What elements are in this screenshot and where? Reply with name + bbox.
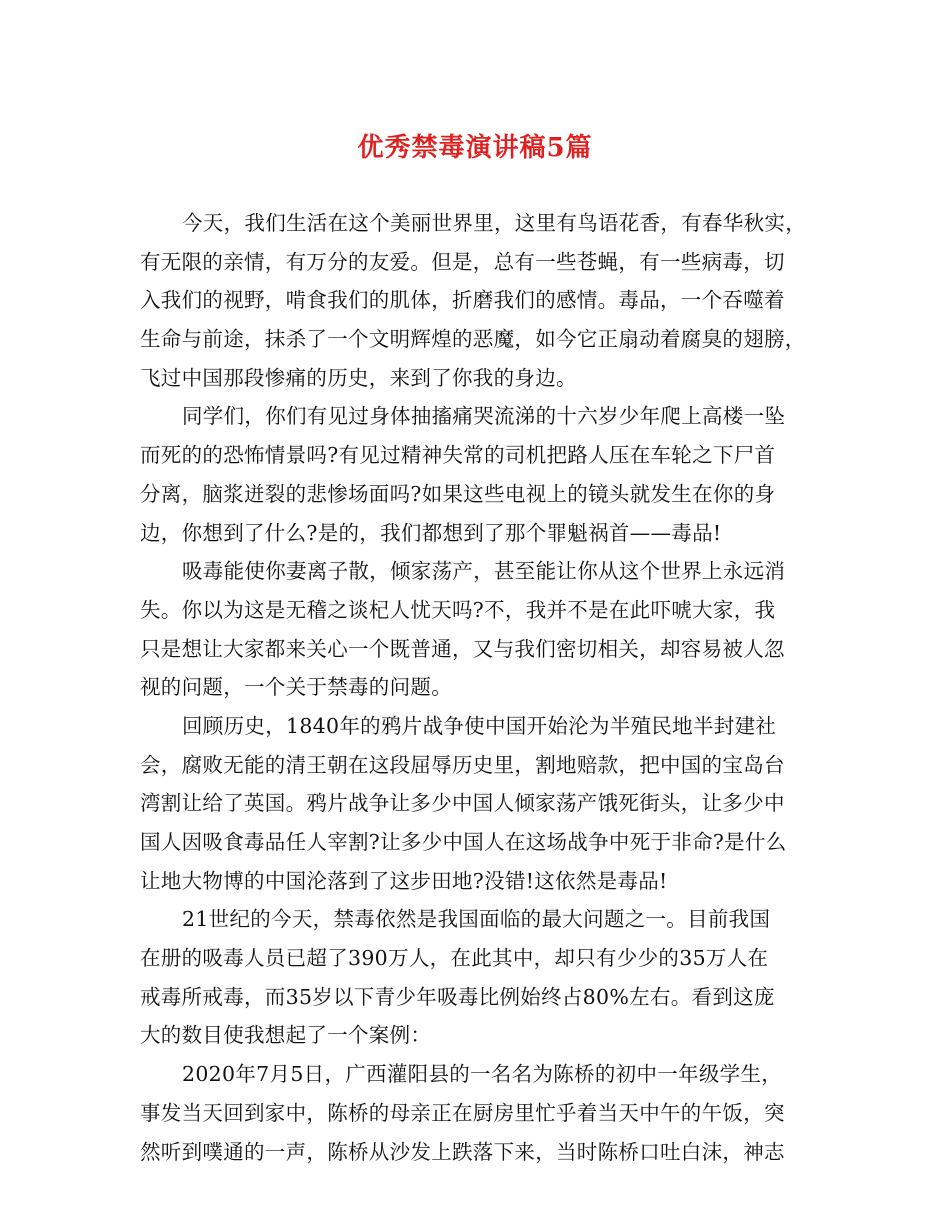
text-line: 吸毒能使你妻离子散，倾家荡产，甚至能让你从这个世界上永远消 bbox=[182, 559, 786, 584]
text-line: 戒毒所戒毒，而35岁以下青少年吸毒比例始终占80%左右。看到这庞 bbox=[140, 984, 775, 1009]
text-line: 21世纪的今天，禁毒依然是我国面临的最大问题之一。目前我国 bbox=[182, 907, 771, 932]
text-line: 只是想让大家都来关心一个既普通，又与我们密切相关，却容易被人忽 bbox=[140, 636, 785, 661]
text-line: 同学们，你们有见过身体抽搐痛哭流涕的十六岁少年爬上高楼一坠 bbox=[182, 404, 786, 429]
text-line: 入我们的视野，啃食我们的肌体，折磨我们的感情。毒品，一个吞噬着 bbox=[140, 288, 785, 313]
document-body bbox=[140, 204, 820, 1171]
text-line: 而死的的恐怖情景吗?有见过精神失常的司机把路人压在车轮之下尸首 bbox=[140, 443, 776, 468]
text-line: 飞过中国那段惨痛的历史，来到了你我的身边。 bbox=[140, 365, 577, 390]
text-line: 分离，脑浆迸裂的悲惨场面吗?如果这些电视上的镜头就发生在你的身 bbox=[140, 481, 776, 506]
text-line: 回顾历史，1840年的鸦片战争使中国开始沦为半殖民地半封建社 bbox=[182, 713, 777, 738]
text-line: 事发当天回到家中，陈桥的母亲正在厨房里忙乎着当天中午的午饭，突 bbox=[140, 1100, 785, 1125]
text-line: 今天，我们生活在这个美丽世界里，这里有鸟语花香，有春华秋实， bbox=[182, 211, 806, 235]
text-line: 国人因吸食毒品任人宰割?让多少中国人在这场战争中死于非命?是什么 bbox=[140, 830, 787, 854]
text-line: 然听到噗通的一声，陈桥从沙发上跌落下来，当时陈桥口吐白沫，神志 bbox=[140, 1139, 785, 1164]
text-line: 失。你以为这是无稽之谈杞人忧天吗?不，我并不是在此吓唬大家，我 bbox=[140, 597, 776, 622]
text-line: 生命与前途，抹杀了一个文明辉煌的恶魔，如今它正扇动着腐臭的翅膀， bbox=[140, 327, 806, 352]
text-line: 在册的吸毒人员已超了390万人，在此其中，却只有少少的35万人在 bbox=[140, 946, 769, 971]
text-line: 视的问题，一个关于禁毒的问题。 bbox=[140, 675, 452, 700]
text-line: 有无限的亲情，有万分的友爱。但是，总有一些苍蝇，有一些病毒，切 bbox=[140, 249, 785, 274]
text-line: 会，腐败无能的清王朝在这段屈辱历史里，割地赔款，把中国的宝岛台 bbox=[140, 752, 785, 777]
text-line: 大的数目使我想起了一个案例： bbox=[140, 1023, 432, 1048]
document-title: 优秀禁毒演讲稿5篇 bbox=[357, 133, 593, 163]
text-line: 边，你想到了什么?是的，我们都想到了那个罪魁祸首——毒品! bbox=[140, 520, 722, 545]
text-line: 2020年7月5日，广西灌阳县的一名名为陈桥的初中一年级学生， bbox=[182, 1062, 783, 1087]
text-line: 湾割让给了英国。鸦片战争让多少中国人倾家荡产饿死街头，让多少中 bbox=[140, 791, 785, 816]
text-line: 让地大物博的中国沦落到了这步田地?没错!这依然是毒品! bbox=[140, 868, 668, 893]
